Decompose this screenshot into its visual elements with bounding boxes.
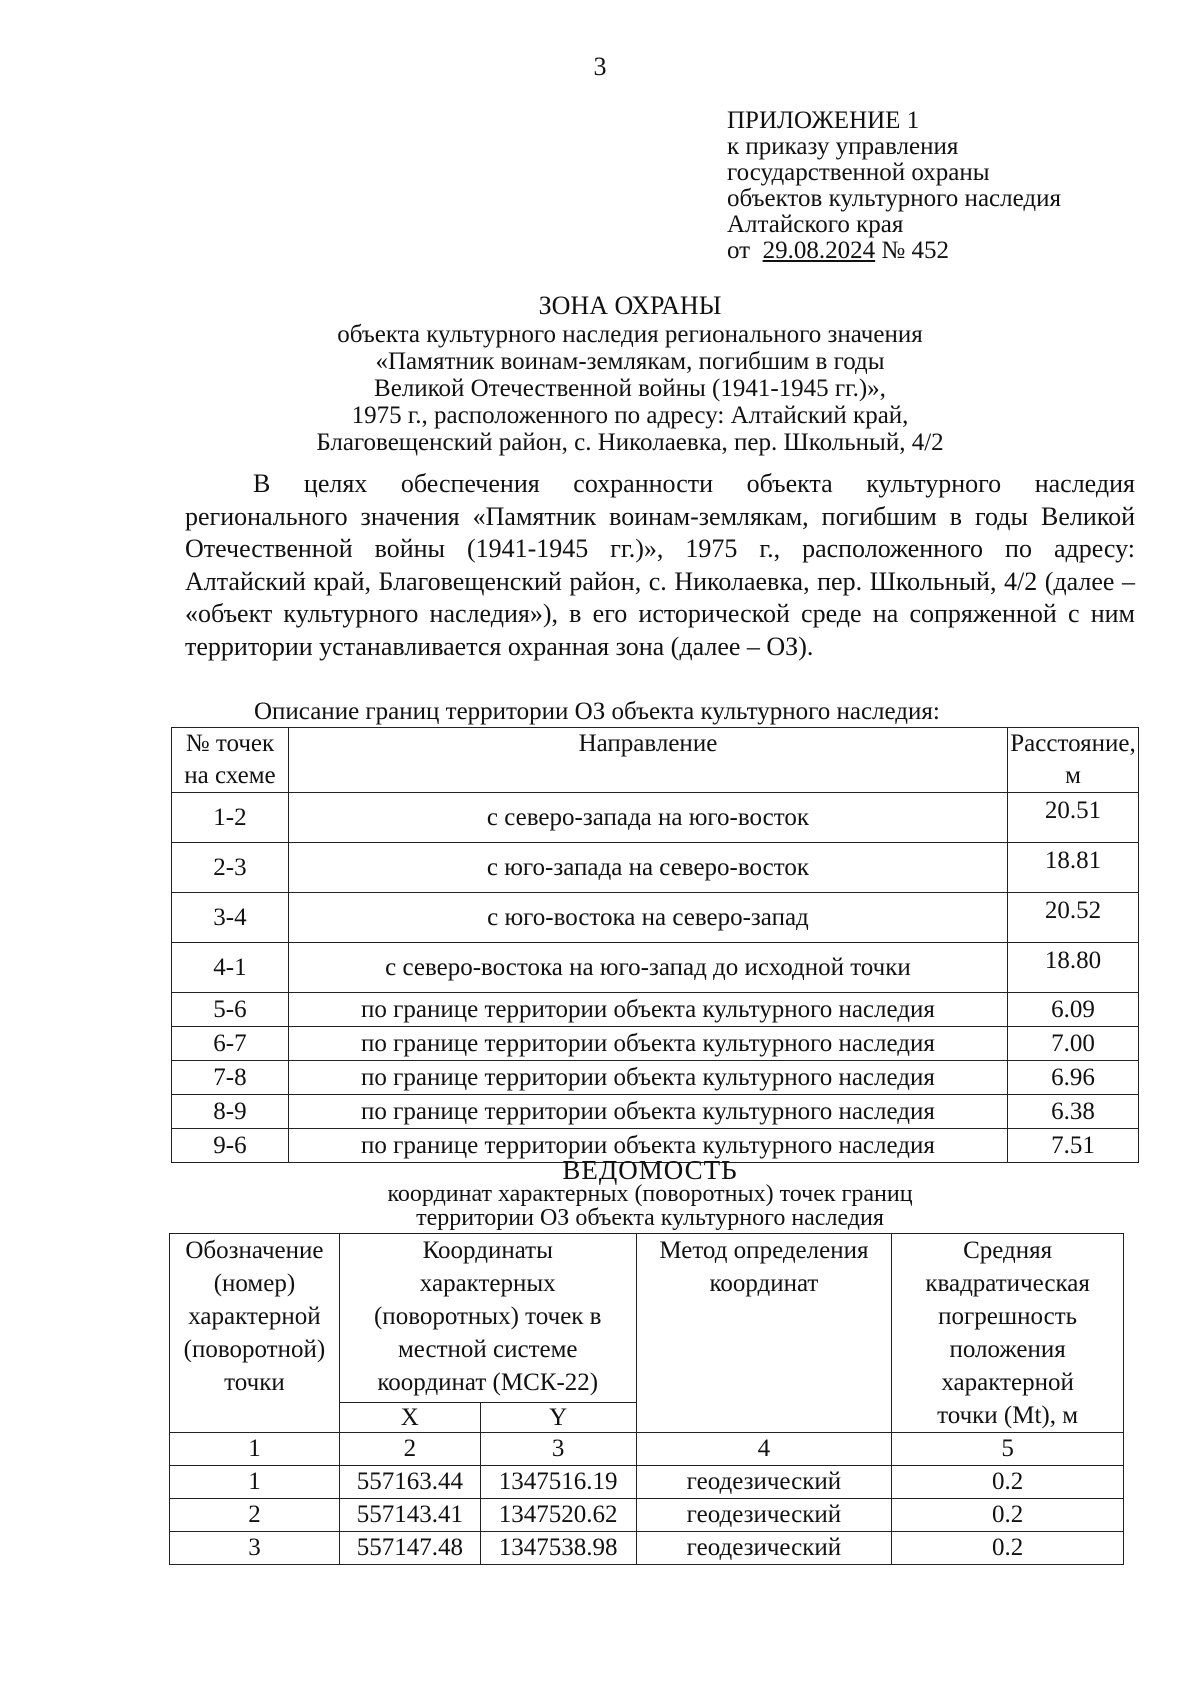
table-row bbox=[172, 1027, 1139, 1061]
distance-header: Расстояние, м bbox=[1007, 728, 1138, 793]
column-number: 2 bbox=[339, 1433, 480, 1466]
points-cell: 2-3 bbox=[172, 843, 289, 893]
appendix-header bbox=[727, 108, 1061, 264]
appendix-title: ПРИЛОЖЕНИЕ 1 bbox=[727, 107, 920, 134]
title-line: 1975 г., расположенного по адресу: Алтайский край, bbox=[351, 402, 909, 429]
x-cell: 557147.48 bbox=[339, 1532, 480, 1565]
method-cell: геодезический bbox=[636, 1499, 892, 1532]
error-cell: 0.2 bbox=[892, 1466, 1124, 1499]
vedomost-heading: ВЕДОМОСТЬ bbox=[562, 1155, 738, 1185]
point-cell: 2 bbox=[170, 1499, 340, 1532]
table-row bbox=[172, 1061, 1139, 1095]
distance-cell: 6.09 bbox=[1007, 993, 1138, 1027]
y-cell: 1347516.19 bbox=[480, 1466, 636, 1499]
points-header: № точек на схеме bbox=[172, 728, 289, 793]
vedomost-line: координат характерных (поворотных) точек границ bbox=[387, 1181, 913, 1207]
x-cell: 557163.44 bbox=[339, 1466, 480, 1499]
vedomost-title bbox=[150, 1155, 1150, 1231]
table-row bbox=[172, 843, 1139, 893]
y-cell: 1347538.98 bbox=[480, 1532, 636, 1565]
boundary-table bbox=[171, 727, 1139, 1163]
vedomost-line: территории ОЗ объекта культурного наследия bbox=[416, 1205, 884, 1231]
column-number: 5 bbox=[892, 1433, 1124, 1466]
distance-cell: 20.52 bbox=[1007, 893, 1138, 943]
table-row bbox=[172, 793, 1139, 843]
direction-cell: с северо-востока на юго-запад до исходной точки bbox=[288, 943, 1007, 993]
appendix-line: к приказу управления bbox=[727, 133, 959, 160]
appendix-line: государственной охраны bbox=[727, 159, 990, 186]
title-line: Великой Отечественной войны (1941-1945 гг.)», bbox=[374, 375, 886, 402]
method-cell: геодезический bbox=[636, 1466, 892, 1499]
title-line: объекта культурного наследия регионального значения bbox=[337, 321, 923, 348]
appendix-date-line bbox=[727, 238, 1061, 264]
point-cell: 3 bbox=[170, 1532, 340, 1565]
table-row bbox=[170, 1499, 1124, 1532]
distance-cell: 6.38 bbox=[1007, 1095, 1138, 1129]
date-prefix: от bbox=[727, 237, 751, 264]
direction-cell: с юго-запада на северо-восток bbox=[288, 843, 1007, 893]
table-row bbox=[172, 1095, 1139, 1129]
points-cell: 1-2 bbox=[172, 793, 289, 843]
direction-cell: с северо-запада на юго-восток bbox=[288, 793, 1007, 843]
designation-header: Обозначение (номер) характерной (поворотной) точки bbox=[170, 1234, 340, 1433]
points-cell: 6-7 bbox=[172, 1027, 289, 1061]
zone-heading: ЗОНА ОХРАНЫ bbox=[538, 291, 722, 320]
error-cell: 0.2 bbox=[892, 1532, 1124, 1565]
table-row bbox=[172, 893, 1139, 943]
direction-cell: по границе территории объекта культурного наследия bbox=[288, 1095, 1007, 1129]
body-paragraph: В целях обеспечения сохранности объекта культурного наследия регионального значения «Памятник воинам-землякам, погибшим в годы Великой Отечественной войны (1941-1945 гг.)», 1975 г., расположенного по адресу: Алтайский край, Благовещенский район, с. Николаевка, пер. Школьный, 4/2 (далее – «объект культурного наследия»), в его исторической среде на сопряженной с ним территории устанавливается охранная зона (далее – ОЗ). bbox=[185, 469, 1135, 661]
column-number: 3 bbox=[480, 1433, 636, 1466]
direction-cell: по границе территории объекта культурного наследия bbox=[288, 993, 1007, 1027]
appendix-line: Алтайского края bbox=[727, 211, 904, 238]
coordinates-header: Координаты характерных (поворотных) точек в местной системе координат (МСК-22) bbox=[339, 1234, 636, 1403]
points-cell: 5-6 bbox=[172, 993, 289, 1027]
distance-cell: 18.81 bbox=[1007, 843, 1138, 893]
distance-cell: 7.00 bbox=[1007, 1027, 1138, 1061]
y-cell: 1347520.62 bbox=[480, 1499, 636, 1532]
order-date: 29.08.2024 bbox=[762, 237, 876, 264]
table-row bbox=[172, 993, 1139, 1027]
distance-cell: 6.96 bbox=[1007, 1061, 1138, 1095]
column-number: 1 bbox=[170, 1433, 340, 1466]
x-header: X bbox=[339, 1403, 480, 1433]
direction-cell: по границе территории объекта культурного наследия bbox=[288, 1027, 1007, 1061]
page-number: 3 bbox=[593, 52, 607, 81]
title-line: «Памятник воинам-землякам, погибшим в годы bbox=[375, 348, 885, 375]
title-line: Благовещенский район, с. Николаевка, пер. Школьный, 4/2 bbox=[316, 429, 944, 456]
distance-cell: 7.51 bbox=[1007, 1129, 1138, 1163]
distance-cell: 18.80 bbox=[1007, 943, 1138, 993]
points-cell: 9-6 bbox=[172, 1129, 289, 1163]
points-cell: 8-9 bbox=[172, 1095, 289, 1129]
table1-caption: Описание границ территории ОЗ объекта культурного наследия: bbox=[254, 698, 940, 725]
coordinates-table bbox=[169, 1233, 1124, 1565]
document-title bbox=[150, 292, 1110, 456]
direction-cell: по границе территории объекта культурного наследия bbox=[288, 1061, 1007, 1095]
direction-header: Направление bbox=[288, 728, 1007, 793]
column-number-row bbox=[170, 1433, 1124, 1466]
method-cell: геодезический bbox=[636, 1532, 892, 1565]
y-header: Y bbox=[480, 1403, 636, 1433]
error-header: Средняя квадратическая погрешность положения характерной точки (Mt), м bbox=[892, 1234, 1124, 1433]
order-number: № 452 bbox=[881, 237, 949, 264]
distance-cell: 20.51 bbox=[1007, 793, 1138, 843]
table-row bbox=[172, 943, 1139, 993]
points-cell: 3-4 bbox=[172, 893, 289, 943]
direction-cell: по границе территории объекта культурного наследия bbox=[288, 1129, 1007, 1163]
points-cell: 4-1 bbox=[172, 943, 289, 993]
error-cell: 0.2 bbox=[892, 1499, 1124, 1532]
table-row bbox=[170, 1466, 1124, 1499]
column-number: 4 bbox=[636, 1433, 892, 1466]
direction-cell: с юго-востока на северо-запад bbox=[288, 893, 1007, 943]
points-cell: 7-8 bbox=[172, 1061, 289, 1095]
method-header: Метод определения координат bbox=[636, 1234, 892, 1433]
table-row bbox=[170, 1532, 1124, 1565]
appendix-line: объектов культурного наследия bbox=[727, 185, 1061, 212]
point-cell: 1 bbox=[170, 1466, 340, 1499]
x-cell: 557143.41 bbox=[339, 1499, 480, 1532]
